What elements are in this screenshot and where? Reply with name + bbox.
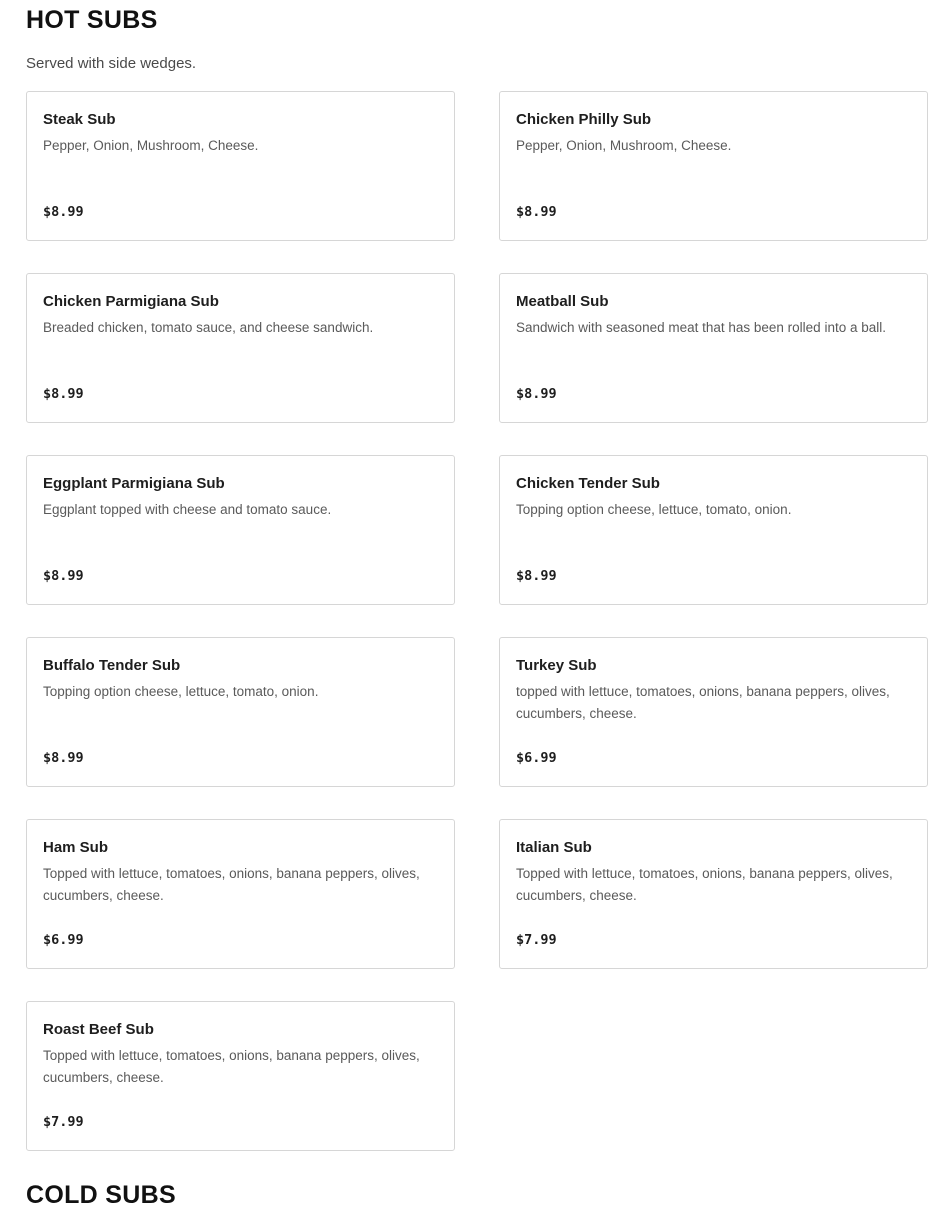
menu-item-name: Ham Sub — [43, 839, 109, 856]
menu-item-name: Chicken Philly Sub — [516, 111, 652, 128]
menu-item-card[interactable] — [499, 273, 928, 423]
menu-item-description: Pepper, Onion, Mushroom, Cheese. — [43, 138, 259, 153]
menu-item-grid — [26, 91, 928, 1151]
menu-item-description: Breaded chicken, tomato sauce, and cheese sandwich. — [43, 320, 374, 335]
section-subtitle: Served with side wedges. — [26, 55, 197, 72]
menu-item-price: $7.99 — [516, 932, 557, 948]
menu-item-card[interactable] — [26, 273, 455, 423]
menu-item-name: Chicken Tender Sub — [516, 475, 660, 492]
menu-item-name: Chicken Parmigiana Sub — [43, 293, 219, 310]
menu-item-name: Meatball Sub — [516, 293, 609, 310]
menu-item-card[interactable] — [499, 455, 928, 605]
menu-item-price: $7.99 — [43, 1114, 84, 1130]
menu-item-card[interactable] — [26, 637, 455, 787]
menu-item-name: Roast Beef Sub — [43, 1021, 154, 1038]
menu-item-price: $8.99 — [43, 568, 84, 584]
menu-item-card[interactable] — [26, 1001, 455, 1151]
menu-item-price: $8.99 — [43, 386, 84, 402]
menu-item-description: Topped with lettuce, tomatoes, onions, banana peppers, olives, cucumbers, cheese. — [43, 866, 420, 903]
menu-item-name: Italian Sub — [516, 839, 592, 856]
menu-item-description: Topping option cheese, lettuce, tomato, onion. — [516, 502, 792, 517]
menu-item-description: Eggplant topped with cheese and tomato sauce. — [43, 502, 332, 517]
menu-item-description: Pepper, Onion, Mushroom, Cheese. — [516, 138, 732, 153]
menu-item-price: $8.99 — [43, 750, 84, 766]
menu-item-description: Topped with lettuce, tomatoes, onions, banana peppers, olives, cucumbers, cheese. — [43, 1048, 420, 1085]
menu-item-name: Turkey Sub — [516, 657, 597, 674]
menu-item-price: $8.99 — [43, 204, 84, 220]
menu-item-price: $8.99 — [516, 568, 557, 584]
menu-item-price: $6.99 — [516, 750, 557, 766]
menu-item-card[interactable] — [499, 637, 928, 787]
menu-item-card[interactable] — [26, 91, 455, 241]
menu-item-description: Sandwich with seasoned meat that has been rolled into a ball. — [516, 320, 886, 335]
menu-item-price: $8.99 — [516, 204, 557, 220]
menu-item-card[interactable] — [26, 455, 455, 605]
menu-item-card[interactable] — [499, 819, 928, 969]
menu-item-price: $6.99 — [43, 932, 84, 948]
menu-item-name: Steak Sub — [43, 111, 116, 128]
menu-item-card[interactable] — [26, 819, 455, 969]
cold-subs-title: COLD SUBS — [26, 1181, 176, 1209]
menu-item-price: $8.99 — [516, 386, 557, 402]
menu-item-description: Topped with lettuce, tomatoes, onions, banana peppers, olives, cucumbers, cheese. — [516, 866, 893, 903]
menu-item-card[interactable] — [499, 91, 928, 241]
menu-item-description: topped with lettuce, tomatoes, onions, banana peppers, olives, cucumbers, cheese. — [516, 684, 890, 721]
section-title: HOT SUBS — [26, 6, 158, 34]
menu-item-description: Topping option cheese, lettuce, tomato, onion. — [43, 684, 319, 699]
hot-subs-section — [26, 6, 928, 1130]
menu-item-name: Buffalo Tender Sub — [43, 657, 181, 674]
menu-item-name: Eggplant Parmigiana Sub — [43, 475, 225, 492]
